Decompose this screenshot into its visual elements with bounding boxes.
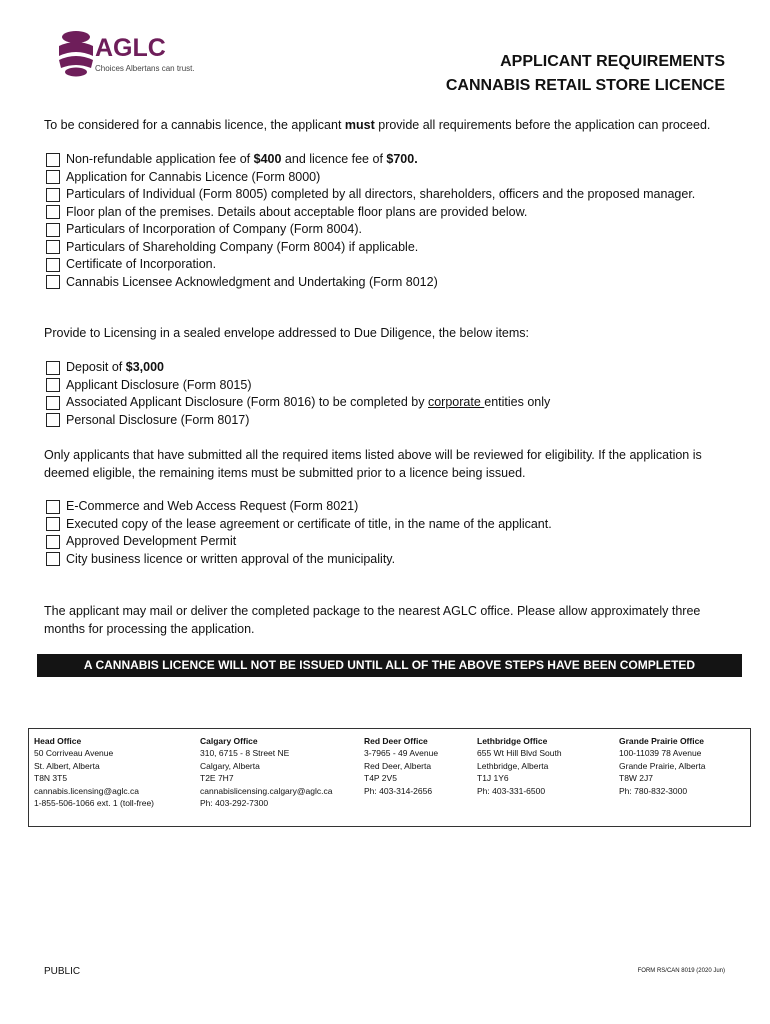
email-link[interactable]: cannabislicensing.calgary@aglc.ca (200, 785, 333, 796)
checkbox[interactable] (46, 223, 60, 237)
list-item (46, 498, 552, 516)
item-text: Application for Cannabis Licence (Form 8000) (66, 169, 321, 184)
item-text: Approved Development Permit (66, 534, 237, 549)
intro-after: provide all requirements before the application can proceed. (374, 118, 711, 132)
item-text: Particulars of Shareholding Company (Form 8004) if applicable. (66, 239, 419, 254)
checkbox[interactable] (46, 258, 60, 272)
item-text: Floor plan of the premises. Details about acceptable floor plans are provided below. (66, 204, 528, 219)
checkbox[interactable] (46, 361, 60, 375)
checkbox[interactable] (46, 396, 60, 410)
office-red-deer: Red Deer Office 3-7965 - 49 Avenue Red Deer, Alberta T4P 2V5 Ph: 403-314-2656 (364, 736, 439, 796)
checkbox[interactable] (46, 535, 60, 549)
warning-banner: A CANNABIS LICENCE WILL NOT BE ISSUED UNTIL ALL OF THE ABOVE STEPS HAVE BEEN COMPLETED (37, 654, 742, 677)
checkbox[interactable] (46, 275, 60, 289)
aglc-globe-icon (55, 28, 97, 78)
offices-box (28, 728, 751, 827)
list-item (46, 551, 552, 569)
office-head: Head Office 50 Corriveau Avenue St. Albert, Alberta T8N 3T5 cannabis.licensing@aglc.ca 1-855-506-1066 ext. 1 (toll-free) (34, 736, 155, 809)
item-text: Executed copy of the lease agreement or certificate of title, in the name of the applicant. (66, 516, 552, 531)
logo-tagline: Choices Albertans can trust. (95, 64, 195, 73)
list-item (46, 394, 550, 412)
list-item (46, 186, 695, 204)
mail-text: The applicant may mail or deliver the completed package to the nearest AGLC office. Please allow approximately three months for processing the application. (44, 604, 701, 636)
item-text: Non-refundable application fee of $400 and licence fee of $700. (66, 152, 418, 167)
due-diligence-list (46, 359, 550, 429)
provide-text: Provide to Licensing in a sealed envelope addressed to Due Diligence, the below items: (44, 326, 530, 340)
aglc-logo (55, 28, 225, 80)
checkbox[interactable] (46, 517, 60, 531)
title-line-1: APPLICANT REQUIREMENTS (500, 53, 725, 70)
checkbox[interactable] (46, 205, 60, 219)
title-line-2: CANNABIS RETAIL STORE LICENCE (445, 77, 725, 94)
checkbox[interactable] (46, 153, 60, 167)
checkbox[interactable] (46, 413, 60, 427)
checkbox[interactable] (46, 378, 60, 392)
list-item (46, 412, 550, 430)
item-text: Associated Applicant Disclosure (Form 8016) to be completed by corporate entities only (66, 395, 551, 410)
footer-classification: PUBLIC (44, 966, 81, 977)
list-item (46, 169, 695, 187)
list-item (46, 377, 550, 395)
remaining-items-list (46, 498, 552, 568)
list-item (46, 151, 695, 169)
checkbox[interactable] (46, 552, 60, 566)
office-grande-prairie: Grande Prairie Office 100-11039 78 Avenue Grande Prairie, Alberta T8W 2J7 Ph: 780-832-3000 (619, 736, 706, 796)
checkbox[interactable] (46, 188, 60, 202)
logo-brand: AGLC (95, 34, 166, 62)
intro-before: To be considered for a cannabis licence, the applicant (44, 118, 345, 132)
checkbox[interactable] (46, 500, 60, 514)
email-link[interactable]: cannabis.licensing@aglc.ca (34, 785, 140, 796)
list-item (46, 359, 550, 377)
office-lethbridge: Lethbridge Office 655 Wt Hill Blvd South Lethbridge, Alberta T1J 1Y6 Ph: 403-331-6500 (477, 736, 562, 796)
list-item (46, 239, 695, 257)
footer-form-number: FORM RS/CAN 8019 (2020 Jun) (637, 968, 725, 974)
item-text: City business licence or written approval of the municipality. (66, 551, 396, 566)
eligibility-text: Only applicants that have submitted all the required items listed above will be reviewed for eligibility. If the application is deemed eligible, the remaining items must be submitted prior to a licence being issued. (44, 448, 702, 480)
item-text: E-Commerce and Web Access Request (Form 8021) (66, 499, 359, 514)
intro-bold: must (344, 118, 375, 132)
list-item (46, 204, 695, 222)
item-text: Certificate of Incorporation. (66, 257, 217, 272)
list-item (46, 221, 695, 239)
item-text: Deposit of $3,000 (66, 360, 164, 375)
list-item (46, 533, 552, 551)
item-text: Personal Disclosure (Form 8017) (66, 412, 250, 427)
item-text: Particulars of Individual (Form 8005) completed by all directors, shareholders, officers and the proposed manager. (66, 187, 696, 202)
requirements-list (46, 151, 695, 291)
list-item (46, 274, 695, 292)
intro-text (44, 118, 710, 132)
item-text: Cannabis Licensee Acknowledgment and Undertaking (Form 8012) (66, 274, 438, 289)
checkbox[interactable] (46, 240, 60, 254)
list-item (46, 516, 552, 534)
page-title (446, 50, 725, 98)
list-item (46, 256, 695, 274)
office-calgary: Calgary Office 310, 6715 - 8 Street NE Calgary, Alberta T2E 7H7 cannabislicensing.calgary@aglc.ca Ph: 403-292-7300 (200, 736, 333, 809)
checkbox[interactable] (46, 170, 60, 184)
item-text: Particulars of Incorporation of Company (Form 8004). (66, 222, 362, 237)
item-text: Applicant Disclosure (Form 8015) (66, 377, 252, 392)
